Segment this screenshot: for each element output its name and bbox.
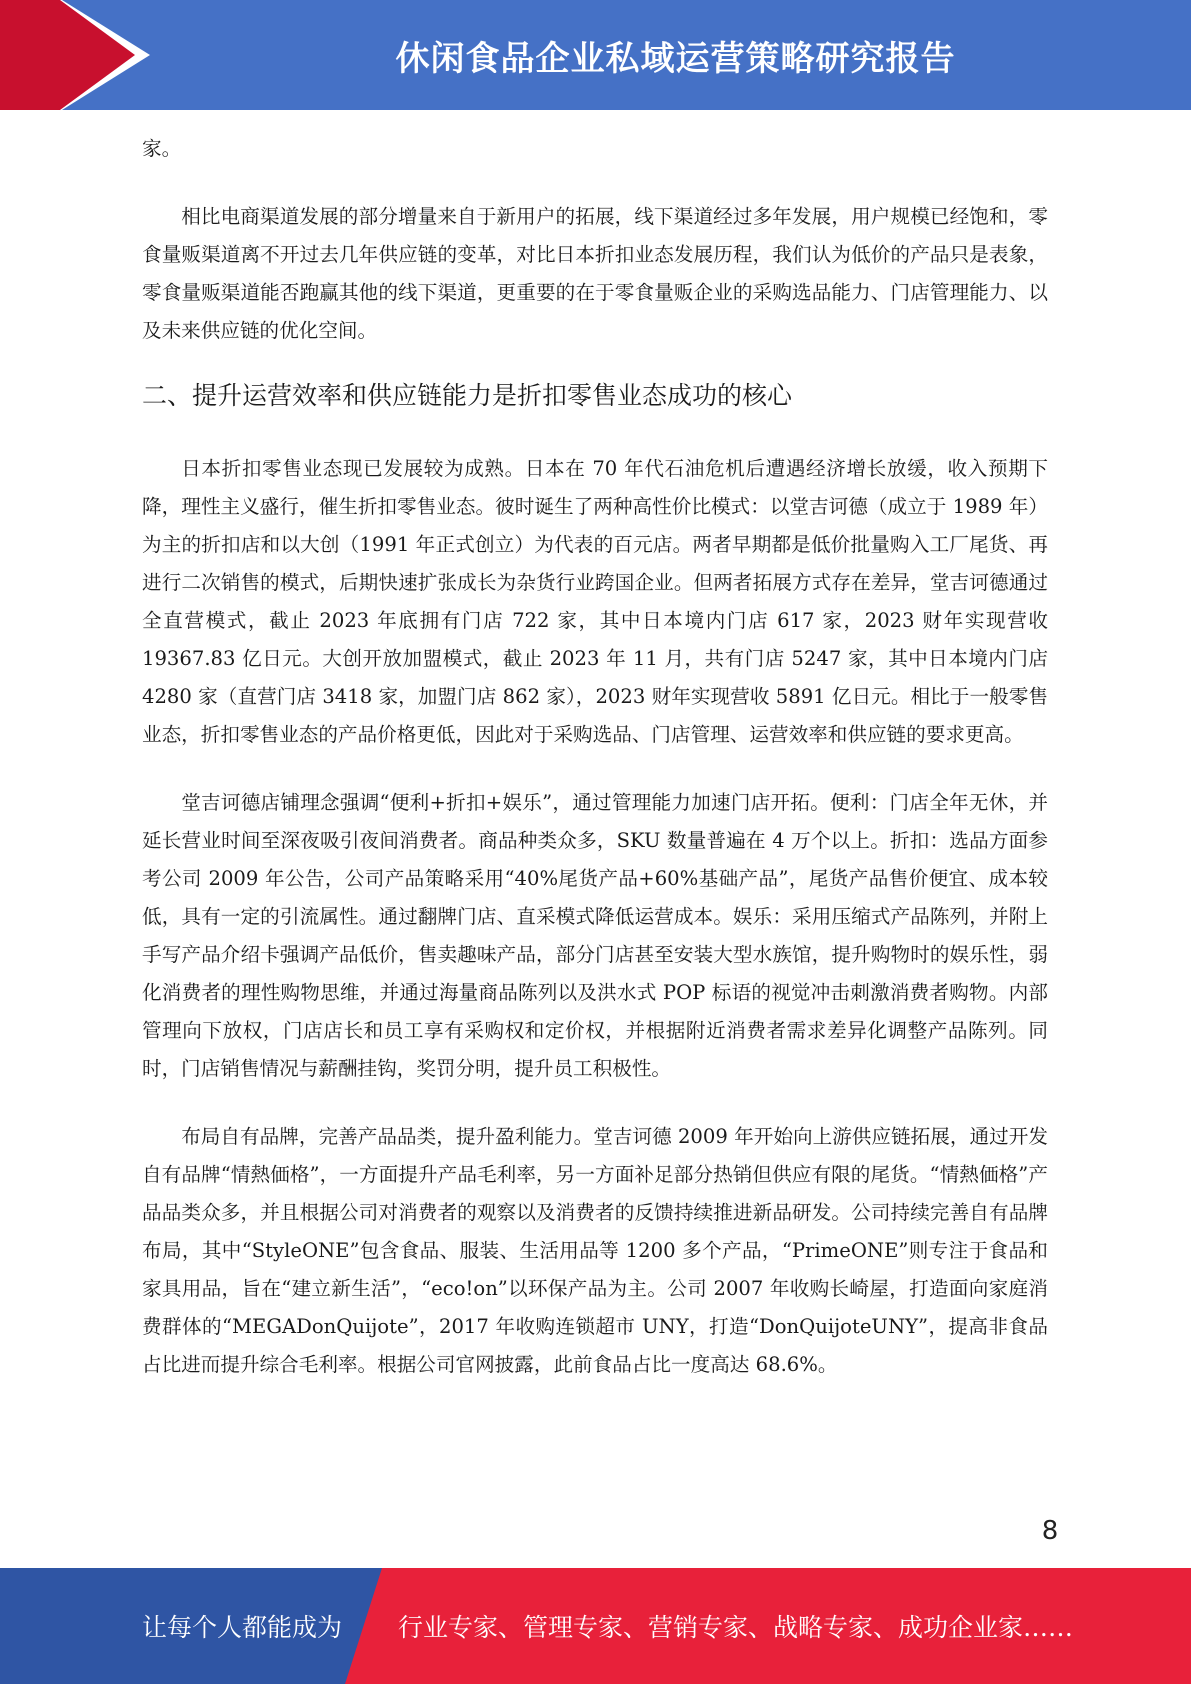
section-heading: 二、提升运营效率和供应链能力是折扣零售业态成功的核心 xyxy=(142,381,793,410)
footer-slogan-left: 让每个人都能成为 xyxy=(142,1613,343,1642)
paragraph-4: 布局自有品牌，完善产品品类，提升盈利能力。堂吉诃德 2009 年开始向上游供应链拓展，通过开发自有品牌“情熱価格”，一方面提升产品毛利率，另一方面补足部分热销但供应有限的尾货。“情熱価格”产品品类众多，并且根据公司对消费者的观察以及消费者的反馈持续推进新品研发。公司持续完善自有品牌布局，其中“StyleONE”包含食品、服装、生活用品等 1200 多个产品，“PrimeONE”则专注于食品和家具用品，旨在“建立新生活”，“eco!on”以环保产品为主。公司 2007 年收购长崎屋，打造面向家庭消费群体的“MEGADonQuijote”，2017 年收购连锁超市 UNY，打造“DonQuijoteUNY”，提高非食品占比进而提升综合毛利率。根据公司官网披露，此前食品占比一度高达 68.6%。 xyxy=(142,1125,1048,1376)
paragraph-3: 堂吉诃德店铺理念强调“便利+折扣+娱乐”，通过管理能力加速门店开拓。便利：门店全年无休，并延长营业时间至深夜吸引夜间消费者。商品种类众多，SKU 数量普遍在 4 万个以上。折扣：选品方面参考公司 2009 年公告，公司产品策略采用“40%尾货产品+60%基础产品”，尾货产品售价便宜、成本较低，具有一定的引流属性。通过翻牌门店、直采模式降低运营成本。娱乐：采用压缩式产品陈列，并附上手写产品介绍卡强调产品低价，售卖趣味产品，部分门店甚至安装大型水族馆，提升购物时的娱乐性，弱化消费者的理性购物思维，并通过海量商品陈列以及洪水式 POP 标语的视觉冲击刺激消费者购物。内部管理向下放权，门店店长和员工享有采购权和定价权，并根据附近消费者需求差异化调整产品陈列。同时，门店销售情况与薪酬挂钩，奖罚分明，提升员工积极性。 xyxy=(142,791,1048,1080)
paragraph-1: 相比电商渠道发展的部分增量来自于新用户的拓展，线下渠道经过多年发展，用户规模已经饱和，零食量贩渠道离不开过去几年供应链的变革，对比日本折扣业态发展历程，我们认为低价的产品只是表象，零食量贩渠道能否跑赢其他的线下渠道，更重要的在于零食量贩企业的采购选品能力、门店管理能力、以及未来供应链的优化空间。 xyxy=(142,205,1048,342)
header-chevron-graphic xyxy=(0,0,160,110)
header-banner xyxy=(0,0,1191,110)
footer-slogan-right: 行业专家、管理专家、营销专家、战略专家、成功企业家…… xyxy=(398,1613,1074,1642)
page-content xyxy=(142,130,1048,1384)
paragraph-continuation: 家。 xyxy=(142,137,182,160)
footer-banner xyxy=(0,1568,1191,1684)
paragraph-2: 日本折扣零售业态现已发展较为成熟。日本在 70 年代石油危机后遭遇经济增长放缓，收入预期下降，理性主义盛行，催生折扣零售业态。彼时诞生了两种高性价比模式：以堂吉诃德（成立于 1989 年）为主的折扣店和以大创（1991 年正式创立）为代表的百元店。两者早期都是低价批量购入工厂尾货、再进行二次销售的模式，后期快速扩张成长为杂货行业跨国企业。但两者拓展方式存在差异，堂吉诃德通过全直营模式，截止 2023 年底拥有门店 722 家，其中日本境内门店 617 家，2023 财年实现营收 19367.83 亿日元。大创开放加盟模式，截止 2023 年 11 月，共有门店 5247 家，其中日本境内门店 4280 家（直营门店 3418 家，加盟门店 862 家），2023 财年实现营收 5891 亿日元。相比于一般零售业态，折扣零售业态的产品价格更低，因此对于采购选品、门店管理、运营效率和供应链的要求更高。 xyxy=(142,457,1048,746)
page-number: 8 xyxy=(1041,1516,1059,1546)
report-title: 休闲食品企业私域运营策略研究报告 xyxy=(395,38,956,79)
